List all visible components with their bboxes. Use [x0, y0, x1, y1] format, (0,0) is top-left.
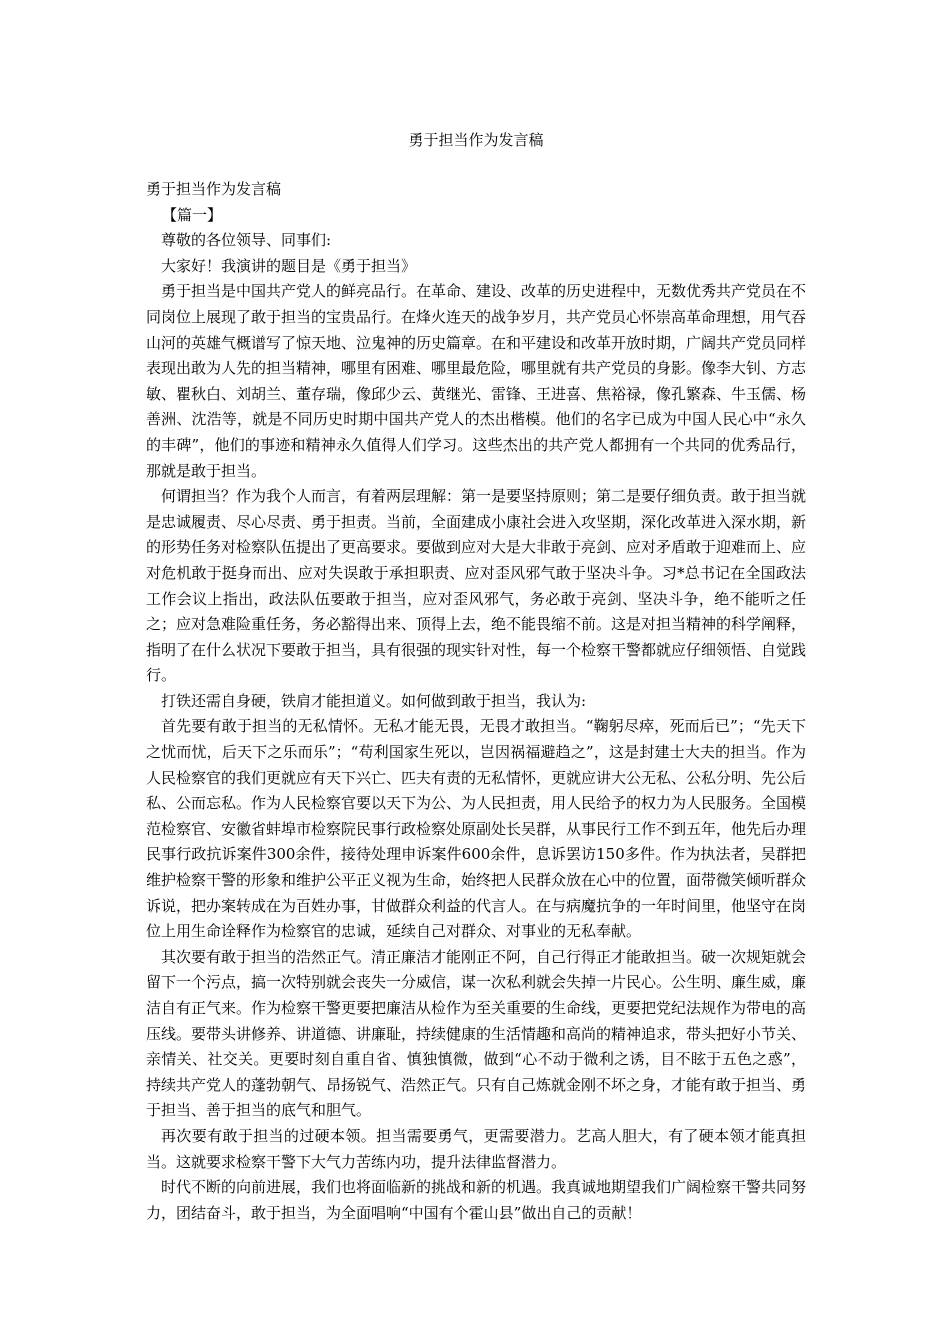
paragraph: 何谓担当？作为我个人而言，有着两层理解：第一是要坚持原则；第二是要仔细负责。敢于担当就是忠诚履责、尽心尽责、勇于担责。当前，全面建成小康社会进入攻坚期，深化改革进入深水期，新的形势任务对检察队伍提出了更高要求。要做到应对大是大非敢于亮剑、应对矛盾敢于迎难而上、应对危机敢于挺身而出、应对失误敢于承担职责、应对歪风邪气敢于坚决斗争。习*总书记在全国政法工作会议上指出，政法队伍要敢于担当，应对歪风邪气，务必敢于亮剑、坚决斗争，绝不能听之任之；应对急难险重任务，务必豁得出来、顶得上去，绝不能畏缩不前。这是对担当精神的科学阐释，指明了在什么状况下要敢于担当，具有很强的现实针对性，每一个检察干警都就应仔细领悟、自觉践行。 [146, 487, 807, 685]
section-label: 【篇一】 [162, 205, 223, 224]
paragraph: 打铁还需自身硬，铁肩才能担道义。如何做到敢于担当，我认为: [161, 691, 587, 710]
paragraph: 再次要有敢于担当的过硬本领。担当需要勇气，更需要潜力。艺高人胆大，有了硬本领才能真担当。这就要求检察干警下大气力苦练内功，提升法律监督潜力。 [146, 1126, 806, 1171]
paragraph: 时代不断的向前进展，我们也将面临新的挑战和新的机遇。我真诚地期望我们广阔检察干警共同努力，团结奋斗，敢于担当，为全面唱响“中国有个霍山县”做出自己的贡献！ [146, 1178, 807, 1222]
greeting: 尊敬的各位领导、同事们: [161, 231, 332, 250]
paragraph: 首先要有敢于担当的无私情怀。无私才能无畏，无畏才敢担当。“鞠躬尽瘁，死而后已”；“先天下之忧而忧，后天下之乐而乐”；“苟利国家生死以，岂因祸福避趋之”，这是封建士大夫的担当。作为人民检察官的我们更就应有天下兴亡、匹夫有责的无私情怀，更就应讲大公无私、公私分明、先公后私、公而忘私。作为人民检察官要以天下为公、为人民担责，用人民给予的权力为人民服务。全国模范检察官、安徽省蚌埠市检察院民事行政检察处原副处长吴群，从事民行工作不到五年，他先后办理民事行政抗诉案件300余件，接待处理申诉案件600余件，息诉罢访150多件。作为执法者，吴群把维护检察干警的形象和维护公平正义视为生命，始终把人民群众放在心中的位置，面带微笑倾听群众诉说，把办案转成在为百姓办事，甘做群众利益的代言人。在与病魔抗争的一年时间里，他坚守在岗位上用生命诠释作为检察官的忠诚，延续自己对群众、对事业的无私奉献。 [146, 717, 807, 941]
paragraph: 其次要有敢于担当的浩然正气。清正廉洁才能刚正不阿，自己行得正才能敢担当。破一次规矩就会留下一个污点，搞一次特别就会丧失一分威信，谋一次私利就会失掉一片民心。公生明、廉生威，廉洁自有正气来。作为检察干警更要把廉洁从检作为至关重要的生命线，更要把党纪法规作为带电的高压线。要带头讲修养、讲道德、讲廉耻，持续健康的生活情趣和高尚的精神追求，带头把好小节关、亲情关、社交关。更要时刻自重自省、慎独慎微，做到“心不动于微利之诱，目不眩于五色之惑”，持续共产党人的蓬勃朝气、昂扬锐气、浩然正气。只有自己炼就金刚不坏之身，才能有敢于担当、勇于担当、善于担当的底气和胆气。 [146, 947, 807, 1120]
document-page [146, 0, 806, 1226]
paragraph: 勇于担当是中国共产党人的鲜亮品行。在革命、建设、改革的历史进程中，无数优秀共产党员在不同岗位上展现了敢于担当的宝贵品行。在烽火连天的战争岁月，共产党员心怀崇高革命理想，用气吞山河的英雄气概谱写了惊天地、泣鬼神的历史篇章。在和平建设和改革开放时期，广阔共产党员同样表现出敢为人先的担当精神，哪里有困难、哪里最危险，哪里就有共产党员的身影。像李大钊、方志敏、瞿秋白、刘胡兰、董存瑞，像邱少云、黄继光、雷锋、王进喜、焦裕禄，像孔繁森、牛玉儒、杨善洲、沈浩等，就是不同历史时期中国共产党人的杰出楷模。他们的名字已成为中国人民心中“永久的丰碑”，他们的事迹和精神永久值得人们学习。这些杰出的共产党人都拥有一个共同的优秀品行，那就是敢于担当。 [146, 282, 807, 480]
document-subtitle: 勇于担当作为发言稿 [146, 180, 282, 198]
intro-line: 大家好！我演讲的题目是《勇于担当》 [161, 256, 417, 275]
document-title: 勇于担当作为发言稿 [408, 131, 544, 149]
